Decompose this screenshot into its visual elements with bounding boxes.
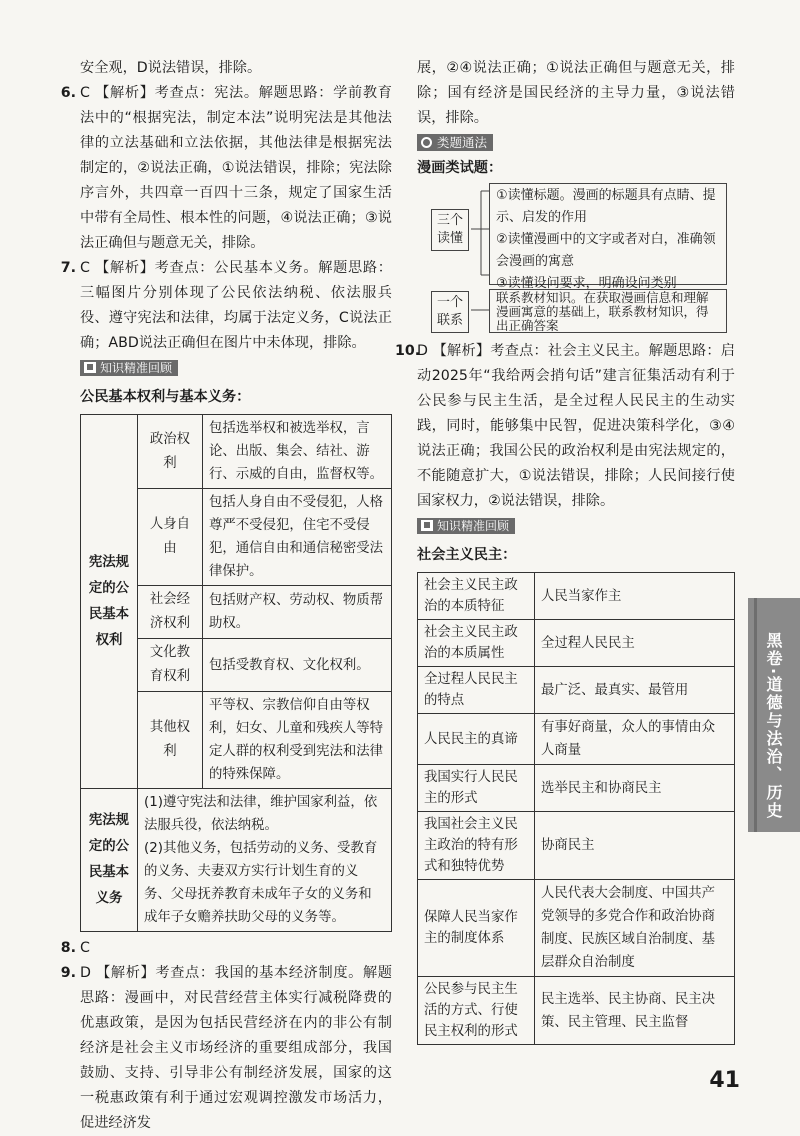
table-row: [418, 667, 735, 714]
right-desc: 包括人身自由不受侵犯，人格尊严不受侵犯，住宅不受侵犯，通信自由和通信秘密受法律保护。: [203, 489, 392, 586]
row-key: 全过程人民民主的特点: [418, 667, 535, 714]
row-key: 保障人民当家作主的制度体系: [418, 880, 535, 977]
answer-text: C 【解析】考查点：公民基本义务。解题思路：三幅图片分别体现了公民依法纳税、依法服兵役、遵守宪法和法律，均属于法定义务，C说法正确；ABD说法正确但在图片中未体现，排除。: [80, 260, 392, 351]
right-name: 政治权利: [138, 415, 203, 489]
right-desc: 包括选举权和被选举权，言论、出版、集会、结社、游行、示威的自由，监督权等。: [203, 415, 392, 489]
section-label: 知识精准回顾: [417, 518, 515, 534]
answer-number: 6.: [60, 85, 76, 101]
continued-text: 展，②④说法正确；①说法正确但与题意无关，排除；国有经济是国民经济的主导力量，③说法错误，排除。: [417, 60, 735, 126]
magnifier-icon: [421, 137, 432, 148]
answer-text: C 【解析】考查点：宪法。解题思路：学前教育法中的“根据宪法，制定本法”说明宪法是其他法律的立法基础和立法依据，其他法律是根据宪法制定的，②说法正确，①说法错误，排除；宪法除序言外，共四章一百四十三条，规定了国家生活中带有全局性、根本性的问题，④说法正确；③说法正确但与题意无关，排除。: [80, 85, 392, 251]
row-value: 有事好商量，众人的事情由众人商量: [535, 714, 735, 765]
side-tab-label: 黑卷·道德与法治、历史: [764, 632, 783, 821]
box-read-items: ①读懂标题。漫画的标题具有点睛、提示、启发的作用 ②读懂漫画中的文字或者对白，准确领会漫画的寓意 ③读懂设问要求，明确设问类别: [489, 183, 727, 285]
row-value: 人民当家作主: [535, 573, 735, 620]
method-diagram: [417, 183, 735, 333]
row-key: 社会主义民主政治的本质属性: [418, 620, 535, 667]
table-row: [81, 415, 392, 489]
answer-text: D 【解析】考查点：社会主义民主。解题思路：启动2025年“我给两会捎句话”建言征集活动有利于公民参与民主生活，是全过程人民民主的生动实践，同时，能够集中民智，促进决策科学化，③④说法正确；我国公民的政治权利是由宪法规定的，不能随意扩大，①说法错误，排除；人民间接行使国家权力，②说法错误，排除。: [417, 343, 735, 509]
row-value: 全过程人民民主: [535, 620, 735, 667]
answer-text: D 【解析】考查点：我国的基本经济制度。解题思路：漫画中，对民营经营主体实行减税降费的优惠政策，是因为包括民营经济在内的非公有制经济是社会主义市场经济的重要组成部分，我国鼓励、支持、引导非公有制经济发展，国家的这一税惠政策有利于通过宏观调控激发市场活力，促进经济发: [80, 965, 392, 1131]
right-desc: 平等权、宗教信仰自由等权利，妇女、儿童和残疾人等特定人群的权利受到宪法和法律的特殊保障。: [203, 692, 392, 789]
duties-heading: 宪法规定的公民基本义务: [81, 789, 138, 932]
right-desc: 包括财产权、劳动权、物质帮助权。: [203, 586, 392, 639]
row-key: 公民参与民主生活的方式、行使民主权利的形式: [418, 977, 535, 1045]
democracy-table: [417, 572, 735, 1045]
box-label-read: 三个读懂: [431, 209, 469, 251]
section-label: 知识精准回顾: [80, 360, 178, 376]
row-value: 民主选举、民主协商、民主决策、民主管理、民主监督: [535, 977, 735, 1045]
right-name: 人身自由: [138, 489, 203, 586]
box-link-text: 联系教材知识。在获取漫画信息和理解漫画寓意的基础上，联系教材知识，得出正确答案: [489, 289, 727, 333]
rights-heading: 宪法规定的公民基本权利: [81, 415, 138, 789]
table-row: [418, 620, 735, 667]
answer-6: [60, 81, 392, 256]
answer-number: 7.: [60, 260, 76, 276]
method-tag: 类题通法: [417, 134, 493, 151]
right-name: 文化教育权利: [138, 639, 203, 692]
table-row: [418, 977, 735, 1045]
rights-duties-table: [80, 414, 392, 932]
answer-10: [395, 339, 735, 514]
table-title: 社会主义民主：: [417, 547, 517, 563]
table-row: [418, 812, 735, 880]
duties-desc: (1)遵守宪法和法律，维护国家利益，依法服兵役，依法纳税。 (2)其他义务，包括劳动的义务、受教育的义务、夫妻双方实行计划生育的义务、父母抚养教育未成年子女的义务和成年子女赡养扶助父母的义务等。: [138, 789, 392, 932]
table-row: [418, 714, 735, 765]
book-icon: [421, 520, 433, 531]
table-row: [418, 573, 735, 620]
box-label-link: 一个联系: [431, 291, 469, 333]
right-name: 社会经济权利: [138, 586, 203, 639]
row-value: 最广泛、最真实、最管用: [535, 667, 735, 714]
answer-8: [60, 936, 392, 961]
subject-side-tab: [748, 598, 800, 832]
row-key: 社会主义民主政治的本质特征: [418, 573, 535, 620]
row-value: 选举民主和协商民主: [535, 765, 735, 812]
row-key: 我国实行人民民主的形式: [418, 765, 535, 812]
right-column: [395, 56, 735, 1045]
row-key: 人民民主的真谛: [418, 714, 535, 765]
answer-text: C: [80, 940, 90, 956]
answer-number: 9.: [60, 965, 76, 981]
table-row: [81, 789, 392, 932]
table-title: 公民基本权利与基本义务：: [80, 389, 251, 405]
tab-stripe: [754, 598, 757, 832]
answer-number: 8.: [60, 940, 76, 956]
page-number: 41: [709, 1068, 740, 1093]
row-value: 人民代表大会制度、中国共产党领导的多党合作和政治协商制度、民族区域自治制度、基层群众自治制度: [535, 880, 735, 977]
book-icon: [84, 362, 96, 373]
answer-7: [60, 256, 392, 356]
method-subtitle: 漫画类试题：: [417, 160, 503, 176]
table-row: [418, 880, 735, 977]
row-key: 我国社会主义民主政治的特有形式和独特优势: [418, 812, 535, 880]
right-desc: 包括受教育权、文化权利。: [203, 639, 392, 692]
right-name: 其他权利: [138, 692, 203, 789]
row-value: 协商民主: [535, 812, 735, 880]
answer-9: [60, 961, 392, 1136]
answer-number: 10.: [395, 343, 421, 359]
table-row: [418, 765, 735, 812]
continued-text: 安全观，D说法错误，排除。: [80, 60, 262, 76]
left-column: [60, 56, 392, 1136]
